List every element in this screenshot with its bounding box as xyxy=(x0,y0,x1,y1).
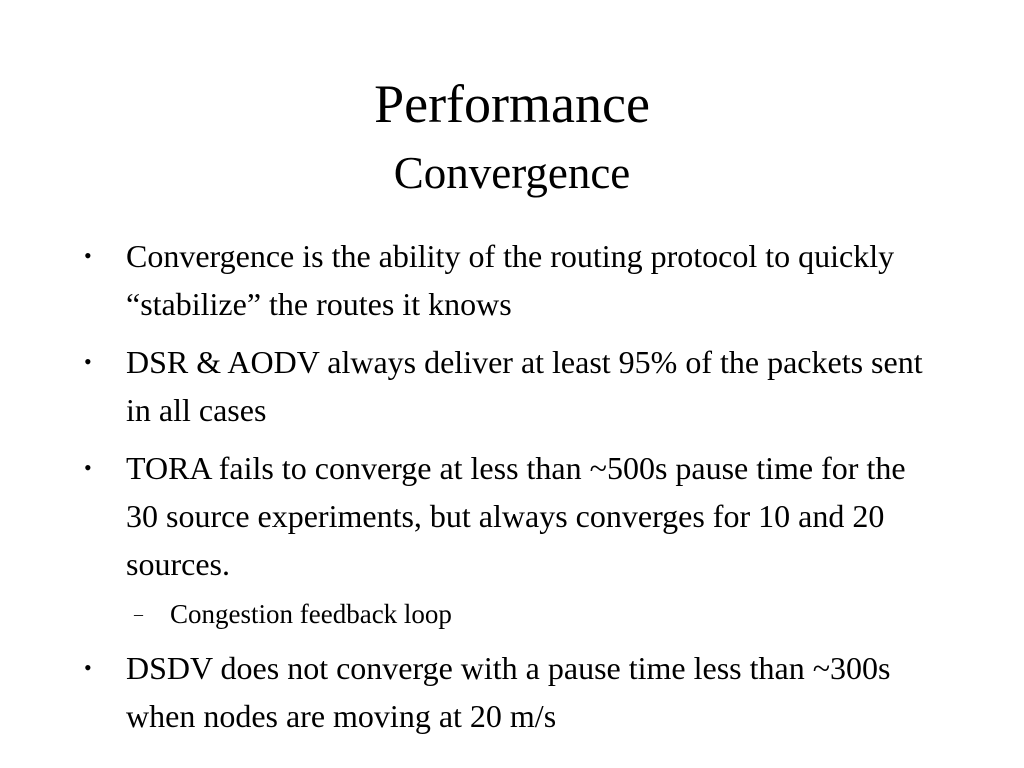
slide-subtitle: Convergence xyxy=(393,148,631,198)
bullet-marker: • xyxy=(84,349,92,374)
bullet-marker: • xyxy=(84,655,92,680)
sub-bullet-marker: – xyxy=(134,604,143,624)
bullet-item xyxy=(84,644,944,740)
bullet-text: Convergence is the ability of the routing protocol to quickly “stabilize” the routes it knows xyxy=(126,238,895,322)
bullet-marker: • xyxy=(84,243,92,268)
bullet-text: DSDV does not converge with a pause time less than ~300s when nodes are moving at 20 m/s xyxy=(126,650,891,734)
bullet-item xyxy=(84,232,944,328)
slide-title: Performance xyxy=(374,74,650,134)
bullet-text: TORA fails to converge at less than ~500s pause time for the 30 source experiments, but always converges for 10 and 20 sources. xyxy=(126,450,906,582)
bullet-marker: • xyxy=(84,455,92,480)
sub-bullet-text: Congestion feedback loop xyxy=(170,599,452,629)
bullet-text: DSR & AODV always deliver at least 95% of the packets sent in all cases xyxy=(126,344,923,428)
bullet-item xyxy=(84,338,944,434)
bullet-list xyxy=(84,232,944,750)
bullet-item xyxy=(84,444,944,588)
sub-bullet-item xyxy=(84,594,944,634)
